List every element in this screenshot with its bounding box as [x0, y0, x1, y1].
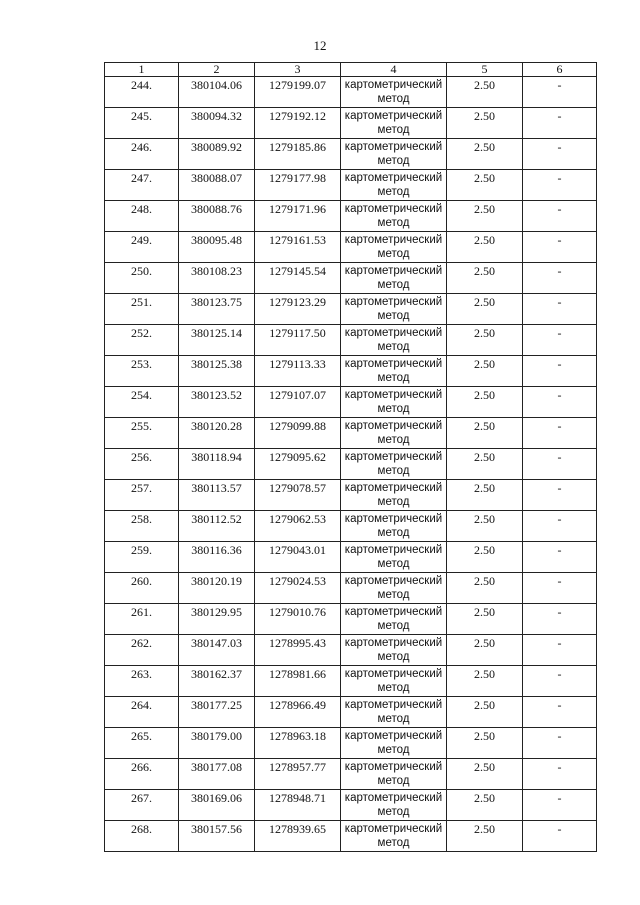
method-line-2: метод	[377, 837, 410, 849]
table-row	[105, 480, 597, 511]
accuracy-cell: 2.50	[447, 511, 523, 542]
description-cell: -	[523, 573, 597, 604]
coordinate-y-cell: 1279192.12	[255, 108, 341, 139]
method-line-2: метод	[377, 248, 410, 260]
method-line-1: картометрический	[344, 668, 443, 680]
coordinate-x-cell: 380169.06	[179, 790, 255, 821]
coordinate-x-cell: 380089.92	[179, 139, 255, 170]
coordinate-y-cell: 1279185.86	[255, 139, 341, 170]
coordinate-y-cell: 1278939.65	[255, 821, 341, 852]
table-row	[105, 790, 597, 821]
coordinate-y-cell: 1279113.33	[255, 356, 341, 387]
coordinate-y-cell: 1278995.43	[255, 635, 341, 666]
point-number-cell: 249.	[105, 232, 179, 263]
table-row	[105, 573, 597, 604]
table-row	[105, 325, 597, 356]
column-header-6: 6	[523, 63, 597, 77]
table-row	[105, 294, 597, 325]
description-cell: -	[523, 511, 597, 542]
coordinate-x-cell: 380118.94	[179, 449, 255, 480]
point-number-cell: 254.	[105, 387, 179, 418]
table-row	[105, 759, 597, 790]
description-cell: -	[523, 201, 597, 232]
accuracy-cell: 2.50	[447, 790, 523, 821]
method-cell	[341, 263, 447, 294]
method-line-2: метод	[377, 496, 410, 508]
method-line-2: метод	[377, 217, 410, 229]
method-line-1: картометрический	[344, 234, 443, 246]
coordinate-y-cell: 1279199.07	[255, 77, 341, 108]
coordinate-x-cell: 380120.19	[179, 573, 255, 604]
description-cell: -	[523, 697, 597, 728]
description-cell: -	[523, 108, 597, 139]
point-number-cell: 246.	[105, 139, 179, 170]
coordinate-y-cell: 1279161.53	[255, 232, 341, 263]
coordinate-y-cell: 1279099.88	[255, 418, 341, 449]
method-line-1: картометрический	[344, 79, 443, 91]
method-line-2: метод	[377, 713, 410, 725]
coordinate-x-cell: 380157.56	[179, 821, 255, 852]
accuracy-cell: 2.50	[447, 387, 523, 418]
method-cell	[341, 759, 447, 790]
table-header	[105, 63, 597, 77]
description-cell: -	[523, 325, 597, 356]
table-row	[105, 666, 597, 697]
coordinate-x-cell: 380129.95	[179, 604, 255, 635]
coordinate-y-cell: 1279043.01	[255, 542, 341, 573]
coordinate-x-cell: 380177.08	[179, 759, 255, 790]
description-cell: -	[523, 821, 597, 852]
coordinate-x-cell: 380123.52	[179, 387, 255, 418]
description-cell: -	[523, 666, 597, 697]
point-number-cell: 259.	[105, 542, 179, 573]
point-number-cell: 244.	[105, 77, 179, 108]
table-row	[105, 449, 597, 480]
table-row	[105, 232, 597, 263]
point-number-cell: 250.	[105, 263, 179, 294]
method-cell	[341, 170, 447, 201]
point-number-cell: 252.	[105, 325, 179, 356]
point-number-cell: 268.	[105, 821, 179, 852]
coordinate-x-cell: 380116.36	[179, 542, 255, 573]
accuracy-cell: 2.50	[447, 294, 523, 325]
method-cell	[341, 77, 447, 108]
table-row	[105, 77, 597, 108]
point-number-cell: 267.	[105, 790, 179, 821]
method-line-1: картометрический	[344, 823, 443, 835]
coordinate-x-cell: 380094.32	[179, 108, 255, 139]
description-cell: -	[523, 480, 597, 511]
method-line-2: метод	[377, 310, 410, 322]
method-line-1: картометрический	[344, 730, 443, 742]
accuracy-cell: 2.50	[447, 170, 523, 201]
coordinate-x-cell: 380120.28	[179, 418, 255, 449]
method-line-2: метод	[377, 806, 410, 818]
method-line-2: метод	[377, 434, 410, 446]
coordinate-y-cell: 1279024.53	[255, 573, 341, 604]
description-cell: -	[523, 604, 597, 635]
point-number-cell: 247.	[105, 170, 179, 201]
table-row	[105, 635, 597, 666]
method-line-2: метод	[377, 775, 410, 787]
description-cell: -	[523, 139, 597, 170]
description-cell: -	[523, 542, 597, 573]
method-line-2: метод	[377, 279, 410, 291]
table-row	[105, 697, 597, 728]
coordinate-y-cell: 1279145.54	[255, 263, 341, 294]
accuracy-cell: 2.50	[447, 604, 523, 635]
table-row	[105, 542, 597, 573]
accuracy-cell: 2.50	[447, 480, 523, 511]
table-row	[105, 108, 597, 139]
coordinate-y-cell: 1278981.66	[255, 666, 341, 697]
method-line-1: картометрический	[344, 699, 443, 711]
description-cell: -	[523, 728, 597, 759]
method-line-1: картометрический	[344, 575, 443, 587]
point-number-cell: 257.	[105, 480, 179, 511]
accuracy-cell: 2.50	[447, 759, 523, 790]
accuracy-cell: 2.50	[447, 728, 523, 759]
method-line-1: картометрический	[344, 389, 443, 401]
method-line-1: картометрический	[344, 203, 443, 215]
table-row	[105, 201, 597, 232]
point-number-cell: 258.	[105, 511, 179, 542]
accuracy-cell: 2.50	[447, 573, 523, 604]
coordinate-x-cell: 380177.25	[179, 697, 255, 728]
coordinate-y-cell: 1279171.96	[255, 201, 341, 232]
method-line-1: картометрический	[344, 420, 443, 432]
coordinate-y-cell: 1279177.98	[255, 170, 341, 201]
description-cell: -	[523, 635, 597, 666]
point-number-cell: 262.	[105, 635, 179, 666]
method-line-1: картометрический	[344, 761, 443, 773]
description-cell: -	[523, 232, 597, 263]
method-line-1: картометрический	[344, 637, 443, 649]
method-line-2: метод	[377, 744, 410, 756]
accuracy-cell: 2.50	[447, 325, 523, 356]
method-line-1: картометрический	[344, 141, 443, 153]
description-cell: -	[523, 170, 597, 201]
table-row	[105, 263, 597, 294]
description-cell: -	[523, 387, 597, 418]
method-cell	[341, 511, 447, 542]
description-cell: -	[523, 356, 597, 387]
method-cell	[341, 480, 447, 511]
method-cell	[341, 325, 447, 356]
table-row	[105, 387, 597, 418]
description-cell: -	[523, 790, 597, 821]
table-row	[105, 604, 597, 635]
column-header-2: 2	[179, 63, 255, 77]
description-cell: -	[523, 294, 597, 325]
method-line-2: метод	[377, 465, 410, 477]
column-header-4: 4	[341, 63, 447, 77]
method-cell	[341, 573, 447, 604]
coordinate-x-cell: 380095.48	[179, 232, 255, 263]
method-line-2: метод	[377, 527, 410, 539]
method-line-2: метод	[377, 651, 410, 663]
method-cell	[341, 294, 447, 325]
method-line-2: метод	[377, 403, 410, 415]
accuracy-cell: 2.50	[447, 232, 523, 263]
method-line-2: метод	[377, 558, 410, 570]
coordinate-x-cell: 380104.06	[179, 77, 255, 108]
coordinate-x-cell: 380113.57	[179, 480, 255, 511]
coordinate-y-cell: 1279123.29	[255, 294, 341, 325]
table-row	[105, 356, 597, 387]
point-number-cell: 265.	[105, 728, 179, 759]
description-cell: -	[523, 759, 597, 790]
coordinate-x-cell: 380125.38	[179, 356, 255, 387]
accuracy-cell: 2.50	[447, 77, 523, 108]
accuracy-cell: 2.50	[447, 449, 523, 480]
method-line-1: картометрический	[344, 513, 443, 525]
accuracy-cell: 2.50	[447, 139, 523, 170]
column-header-1: 1	[105, 63, 179, 77]
method-line-2: метод	[377, 620, 410, 632]
point-number-cell: 264.	[105, 697, 179, 728]
point-number-cell: 255.	[105, 418, 179, 449]
coordinate-y-cell: 1278966.49	[255, 697, 341, 728]
coordinate-y-cell: 1279095.62	[255, 449, 341, 480]
method-cell	[341, 728, 447, 759]
method-line-2: метод	[377, 124, 410, 136]
accuracy-cell: 2.50	[447, 542, 523, 573]
method-cell	[341, 666, 447, 697]
coordinate-x-cell: 380147.03	[179, 635, 255, 666]
method-line-1: картометрический	[344, 110, 443, 122]
coordinate-x-cell: 380179.00	[179, 728, 255, 759]
method-cell	[341, 232, 447, 263]
method-cell	[341, 542, 447, 573]
method-line-1: картометрический	[344, 482, 443, 494]
coordinate-x-cell: 380125.14	[179, 325, 255, 356]
method-cell	[341, 635, 447, 666]
method-line-1: картометрический	[344, 265, 443, 277]
method-line-2: метод	[377, 372, 410, 384]
method-cell	[341, 201, 447, 232]
method-cell	[341, 604, 447, 635]
coordinate-x-cell: 380123.75	[179, 294, 255, 325]
method-line-1: картометрический	[344, 172, 443, 184]
table-row	[105, 728, 597, 759]
header-row	[105, 63, 597, 77]
coordinate-y-cell: 1278948.71	[255, 790, 341, 821]
method-line-2: метод	[377, 589, 410, 601]
point-number-cell: 266.	[105, 759, 179, 790]
method-line-1: картометрический	[344, 327, 443, 339]
accuracy-cell: 2.50	[447, 635, 523, 666]
method-cell	[341, 418, 447, 449]
accuracy-cell: 2.50	[447, 263, 523, 294]
method-cell	[341, 356, 447, 387]
method-cell	[341, 139, 447, 170]
coordinate-x-cell: 380088.76	[179, 201, 255, 232]
column-header-5: 5	[447, 63, 523, 77]
method-line-2: метод	[377, 93, 410, 105]
coordinate-y-cell: 1278957.77	[255, 759, 341, 790]
method-line-2: метод	[377, 682, 410, 694]
point-number-cell: 245.	[105, 108, 179, 139]
accuracy-cell: 2.50	[447, 418, 523, 449]
coordinate-y-cell: 1279107.07	[255, 387, 341, 418]
method-line-1: картометрический	[344, 451, 443, 463]
point-number-cell: 256.	[105, 449, 179, 480]
method-line-2: метод	[377, 186, 410, 198]
method-cell	[341, 449, 447, 480]
coordinate-y-cell: 1279010.76	[255, 604, 341, 635]
point-number-cell: 261.	[105, 604, 179, 635]
coordinate-x-cell: 380088.07	[179, 170, 255, 201]
coordinate-x-cell: 380108.23	[179, 263, 255, 294]
method-line-2: метод	[377, 341, 410, 353]
point-number-cell: 248.	[105, 201, 179, 232]
method-line-2: метод	[377, 155, 410, 167]
method-line-1: картометрический	[344, 296, 443, 308]
accuracy-cell: 2.50	[447, 201, 523, 232]
description-cell: -	[523, 449, 597, 480]
coordinate-y-cell: 1278963.18	[255, 728, 341, 759]
accuracy-cell: 2.50	[447, 821, 523, 852]
method-line-1: картометрический	[344, 606, 443, 618]
page-number: 12	[313, 38, 327, 53]
method-cell	[341, 790, 447, 821]
method-cell	[341, 821, 447, 852]
table-body	[105, 77, 597, 852]
point-number-cell: 260.	[105, 573, 179, 604]
description-cell: -	[523, 418, 597, 449]
table-row	[105, 418, 597, 449]
accuracy-cell: 2.50	[447, 356, 523, 387]
coordinate-y-cell: 1279062.53	[255, 511, 341, 542]
table-row	[105, 139, 597, 170]
accuracy-cell: 2.50	[447, 108, 523, 139]
table-row	[105, 170, 597, 201]
method-line-1: картометрический	[344, 358, 443, 370]
method-line-1: картометрический	[344, 792, 443, 804]
column-header-3: 3	[255, 63, 341, 77]
table-row	[105, 511, 597, 542]
coordinate-y-cell: 1279078.57	[255, 480, 341, 511]
accuracy-cell: 2.50	[447, 666, 523, 697]
description-cell: -	[523, 263, 597, 294]
table-row	[105, 821, 597, 852]
point-number-cell: 251.	[105, 294, 179, 325]
point-number-cell: 253.	[105, 356, 179, 387]
coordinate-x-cell: 380112.52	[179, 511, 255, 542]
method-line-1: картометрический	[344, 544, 443, 556]
point-number-cell: 263.	[105, 666, 179, 697]
description-cell: -	[523, 77, 597, 108]
method-cell	[341, 697, 447, 728]
method-cell	[341, 108, 447, 139]
method-cell	[341, 387, 447, 418]
accuracy-cell: 2.50	[447, 697, 523, 728]
coordinate-y-cell: 1279117.50	[255, 325, 341, 356]
coordinate-x-cell: 380162.37	[179, 666, 255, 697]
coordinates-table	[104, 62, 597, 852]
